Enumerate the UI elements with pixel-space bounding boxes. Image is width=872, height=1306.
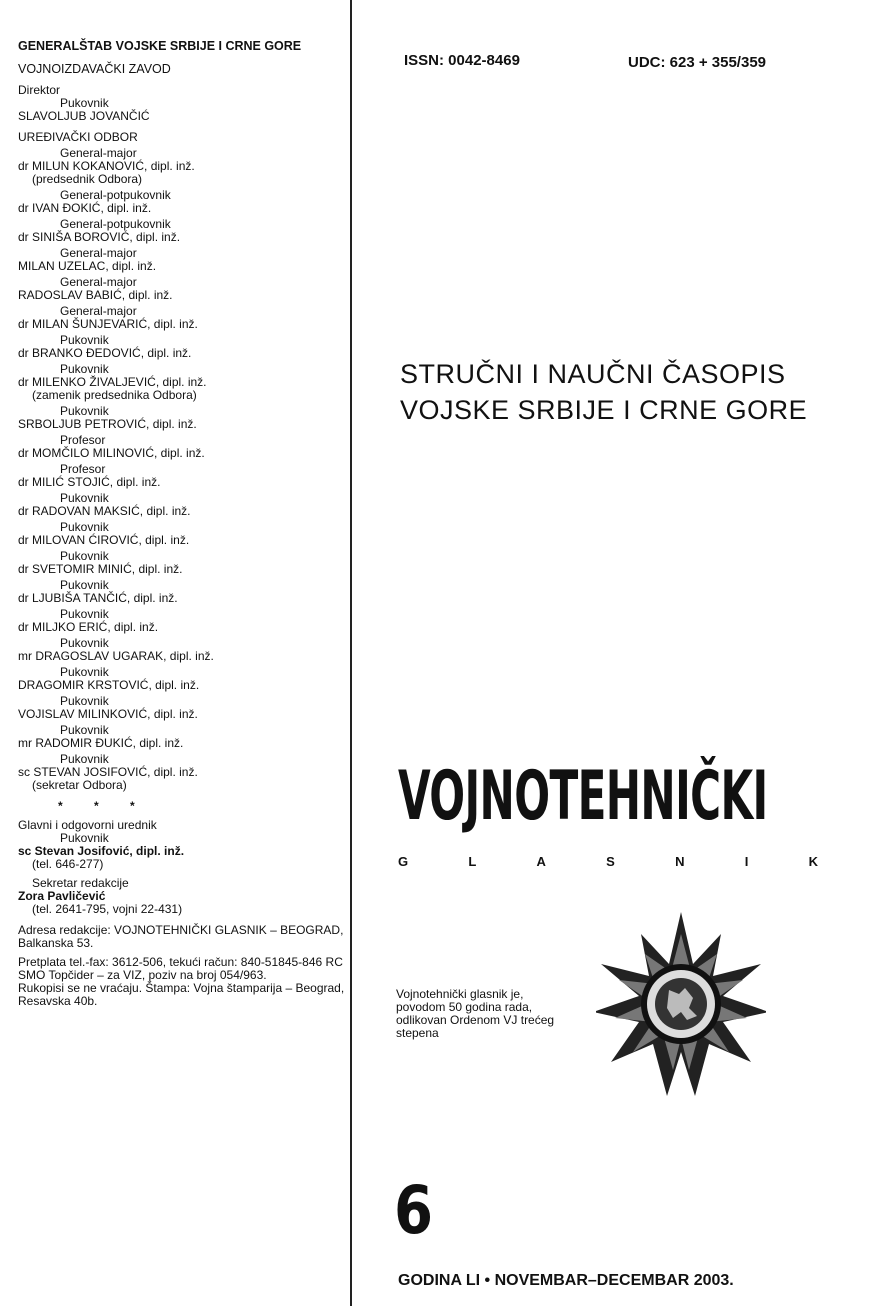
logo-title: VOJNOTEHNIČKI (398, 757, 768, 836)
board-members (18, 147, 348, 792)
editor-name: sc Stevan Josifović, dipl. inž. (18, 844, 185, 858)
journal-logo (398, 758, 818, 868)
member-note: (zamenik predsednika Odbora) (32, 388, 197, 402)
logo-letter: L (468, 854, 477, 869)
issn: ISSN: 0042-8469 (404, 52, 520, 69)
member-rank: Pukovnik (60, 362, 109, 376)
member-rank: Pukovnik (60, 404, 109, 418)
board-member (18, 276, 348, 302)
member-name: MILAN UZELAC, dipl. inž. (18, 259, 157, 273)
editor-rank: Pukovnik (60, 831, 109, 845)
member-name: DRAGOMIR KRSTOVIĆ, dipl. inž. (18, 678, 200, 692)
board-member (18, 305, 348, 331)
board-member (18, 147, 348, 186)
member-rank: Pukovnik (60, 694, 109, 708)
member-rank: Pukovnik (60, 333, 109, 347)
udc: UDC: 623 + 355/359 (628, 54, 767, 71)
issue-number: 6 (394, 1172, 434, 1249)
member-name: dr MILENKO ŽIVALJEVIĆ, dipl. inž. (18, 375, 207, 389)
board-member (18, 247, 348, 273)
board-member (18, 608, 348, 634)
logo-letter: N (675, 854, 685, 869)
logo-letter: S (606, 854, 615, 869)
board-member (18, 218, 348, 244)
editor-label: Glavni i odgovorni urednik (18, 818, 157, 832)
editor-tel: (tel. 646-277) (32, 857, 104, 871)
board-member (18, 724, 348, 750)
member-name: dr SINIŠA BOROVIĆ, dipl. inž. (18, 230, 181, 244)
member-name: SRBOLJUB PETROVIĆ, dipl. inž. (18, 417, 197, 431)
board-member (18, 637, 348, 663)
member-rank: Pukovnik (60, 491, 109, 505)
logo-letter: A (536, 854, 546, 869)
member-name: dr RADOVAN MAKSIĆ, dipl. inž. (18, 504, 191, 518)
member-rank: Pukovnik (60, 578, 109, 592)
member-name: dr BRANKO ĐEDOVIĆ, dipl. inž. (18, 346, 192, 360)
member-rank: Pukovnik (60, 607, 109, 621)
member-rank: Profesor (60, 462, 106, 476)
logo-letter: I (744, 854, 749, 869)
member-name: mr DRAGOSLAV UGARAK, dipl. inž. (18, 649, 214, 663)
member-name: dr MILAN ŠUNJEVARIĆ, dipl. inž. (18, 317, 198, 331)
member-name: VOJISLAV MILINKOVIĆ, dipl. inž. (18, 707, 198, 721)
board-member (18, 521, 348, 547)
member-rank: General-potpukovnik (60, 188, 171, 202)
director-label: Direktor (18, 83, 61, 97)
separator-stars: * * * (58, 799, 149, 813)
print-info: Rukopisi se ne vraćaju. Štampa: Vojna štamparija – Beograd, Resavska 40b. (18, 981, 345, 1008)
member-name: mr RADOMIR ĐUKIĆ, dipl. inž. (18, 736, 184, 750)
member-name: dr MILOVAN ĆIROVIĆ, dipl. inž. (18, 533, 190, 547)
member-name: RADOSLAV BABIĆ, dipl. inž. (18, 288, 173, 302)
member-rank: Pukovnik (60, 665, 109, 679)
director-rank: Pukovnik (60, 96, 109, 110)
editorial-address: Adresa redakcije: VOJNOTEHNIČKI GLASNIK – BEOGRAD, Balkanska 53. (18, 923, 344, 950)
subtitle-line-2: VOJSKE SRBIJE I CRNE GORE (400, 395, 808, 425)
member-rank: General-major (60, 246, 137, 260)
logo-letter: G (398, 854, 409, 869)
member-name: dr SVETOMIR MINIĆ, dipl. inž. (18, 562, 183, 576)
board-member (18, 463, 348, 489)
board-member (18, 434, 348, 460)
publisher-org: VOJNOIZDAVAČKI ZAVOD (18, 62, 171, 76)
member-note: (sekretar Odbora) (32, 778, 127, 792)
member-name: dr IVAN ĐOKIĆ, dipl. inž. (18, 201, 152, 215)
board-member (18, 405, 348, 431)
member-rank: Pukovnik (60, 752, 109, 766)
board-member (18, 695, 348, 721)
journal-subtitle (400, 356, 807, 428)
member-rank: General-major (60, 146, 137, 160)
year-line: GODINA LI • NOVEMBAR–DECEMBAR 2003. (398, 1272, 734, 1289)
member-rank: Pukovnik (60, 723, 109, 737)
publisher-header: GENERALŠTAB VOJSKE SRBIJE I CRNE GORE (18, 39, 302, 53)
award-text: Vojnotehnički glasnik je, povodom 50 godina rada, odlikovan Ordenom VJ trećeg stepena (396, 987, 555, 1040)
member-rank: General-major (60, 304, 137, 318)
order-medal-icon (596, 912, 766, 1102)
member-name: sc STEVAN JOSIFOVIĆ, dipl. inž. (18, 765, 198, 779)
member-name: dr LJUBIŠA TANČIĆ, dipl. inž. (18, 591, 178, 605)
secretary-label: Sekretar redakcije (32, 876, 129, 890)
board-member (18, 753, 348, 792)
member-name: dr MILJKO ERIĆ, dipl. inž. (18, 620, 159, 634)
member-rank: Profesor (60, 433, 106, 447)
board-member (18, 492, 348, 518)
member-name: dr MILIĆ STOJIĆ, dipl. inž. (18, 475, 161, 489)
member-rank: General-potpukovnik (60, 217, 171, 231)
logo-letter: K (808, 854, 818, 869)
member-rank: Pukovnik (60, 549, 109, 563)
board-member (18, 334, 348, 360)
member-name: dr MOMČILO MILINOVIĆ, dipl. inž. (18, 446, 205, 460)
secretary-tel: (tel. 2641-795, vojni 22-431) (32, 902, 183, 916)
logo-subtitle-letters (398, 854, 818, 869)
board-label: UREĐIVAČKI ODBOR (18, 130, 138, 144)
masthead-column (18, 40, 348, 1008)
member-rank: Pukovnik (60, 636, 109, 650)
board-member (18, 666, 348, 692)
subscription-info: Pretplata tel.-fax: 3612-506, tekući račun: 840-51845-846 RC SMO Topčider – za VIZ, poziv na broj 054/963. (18, 955, 343, 982)
secretary-name: Zora Pavličević (18, 889, 106, 903)
member-note: (predsednik Odbora) (32, 172, 143, 186)
board-member (18, 579, 348, 605)
board-member (18, 363, 348, 402)
member-rank: General-major (60, 275, 137, 289)
member-name: dr MILUN KOKANOVIĆ, dipl. inž. (18, 159, 195, 173)
board-member (18, 550, 348, 576)
column-divider (350, 0, 352, 1306)
member-rank: Pukovnik (60, 520, 109, 534)
director-name: SLAVOLJUB JOVANČIĆ (18, 109, 150, 123)
subtitle-line-1: STRUČNI I NAUČNI ČASOPIS (400, 359, 786, 389)
board-member (18, 189, 348, 215)
